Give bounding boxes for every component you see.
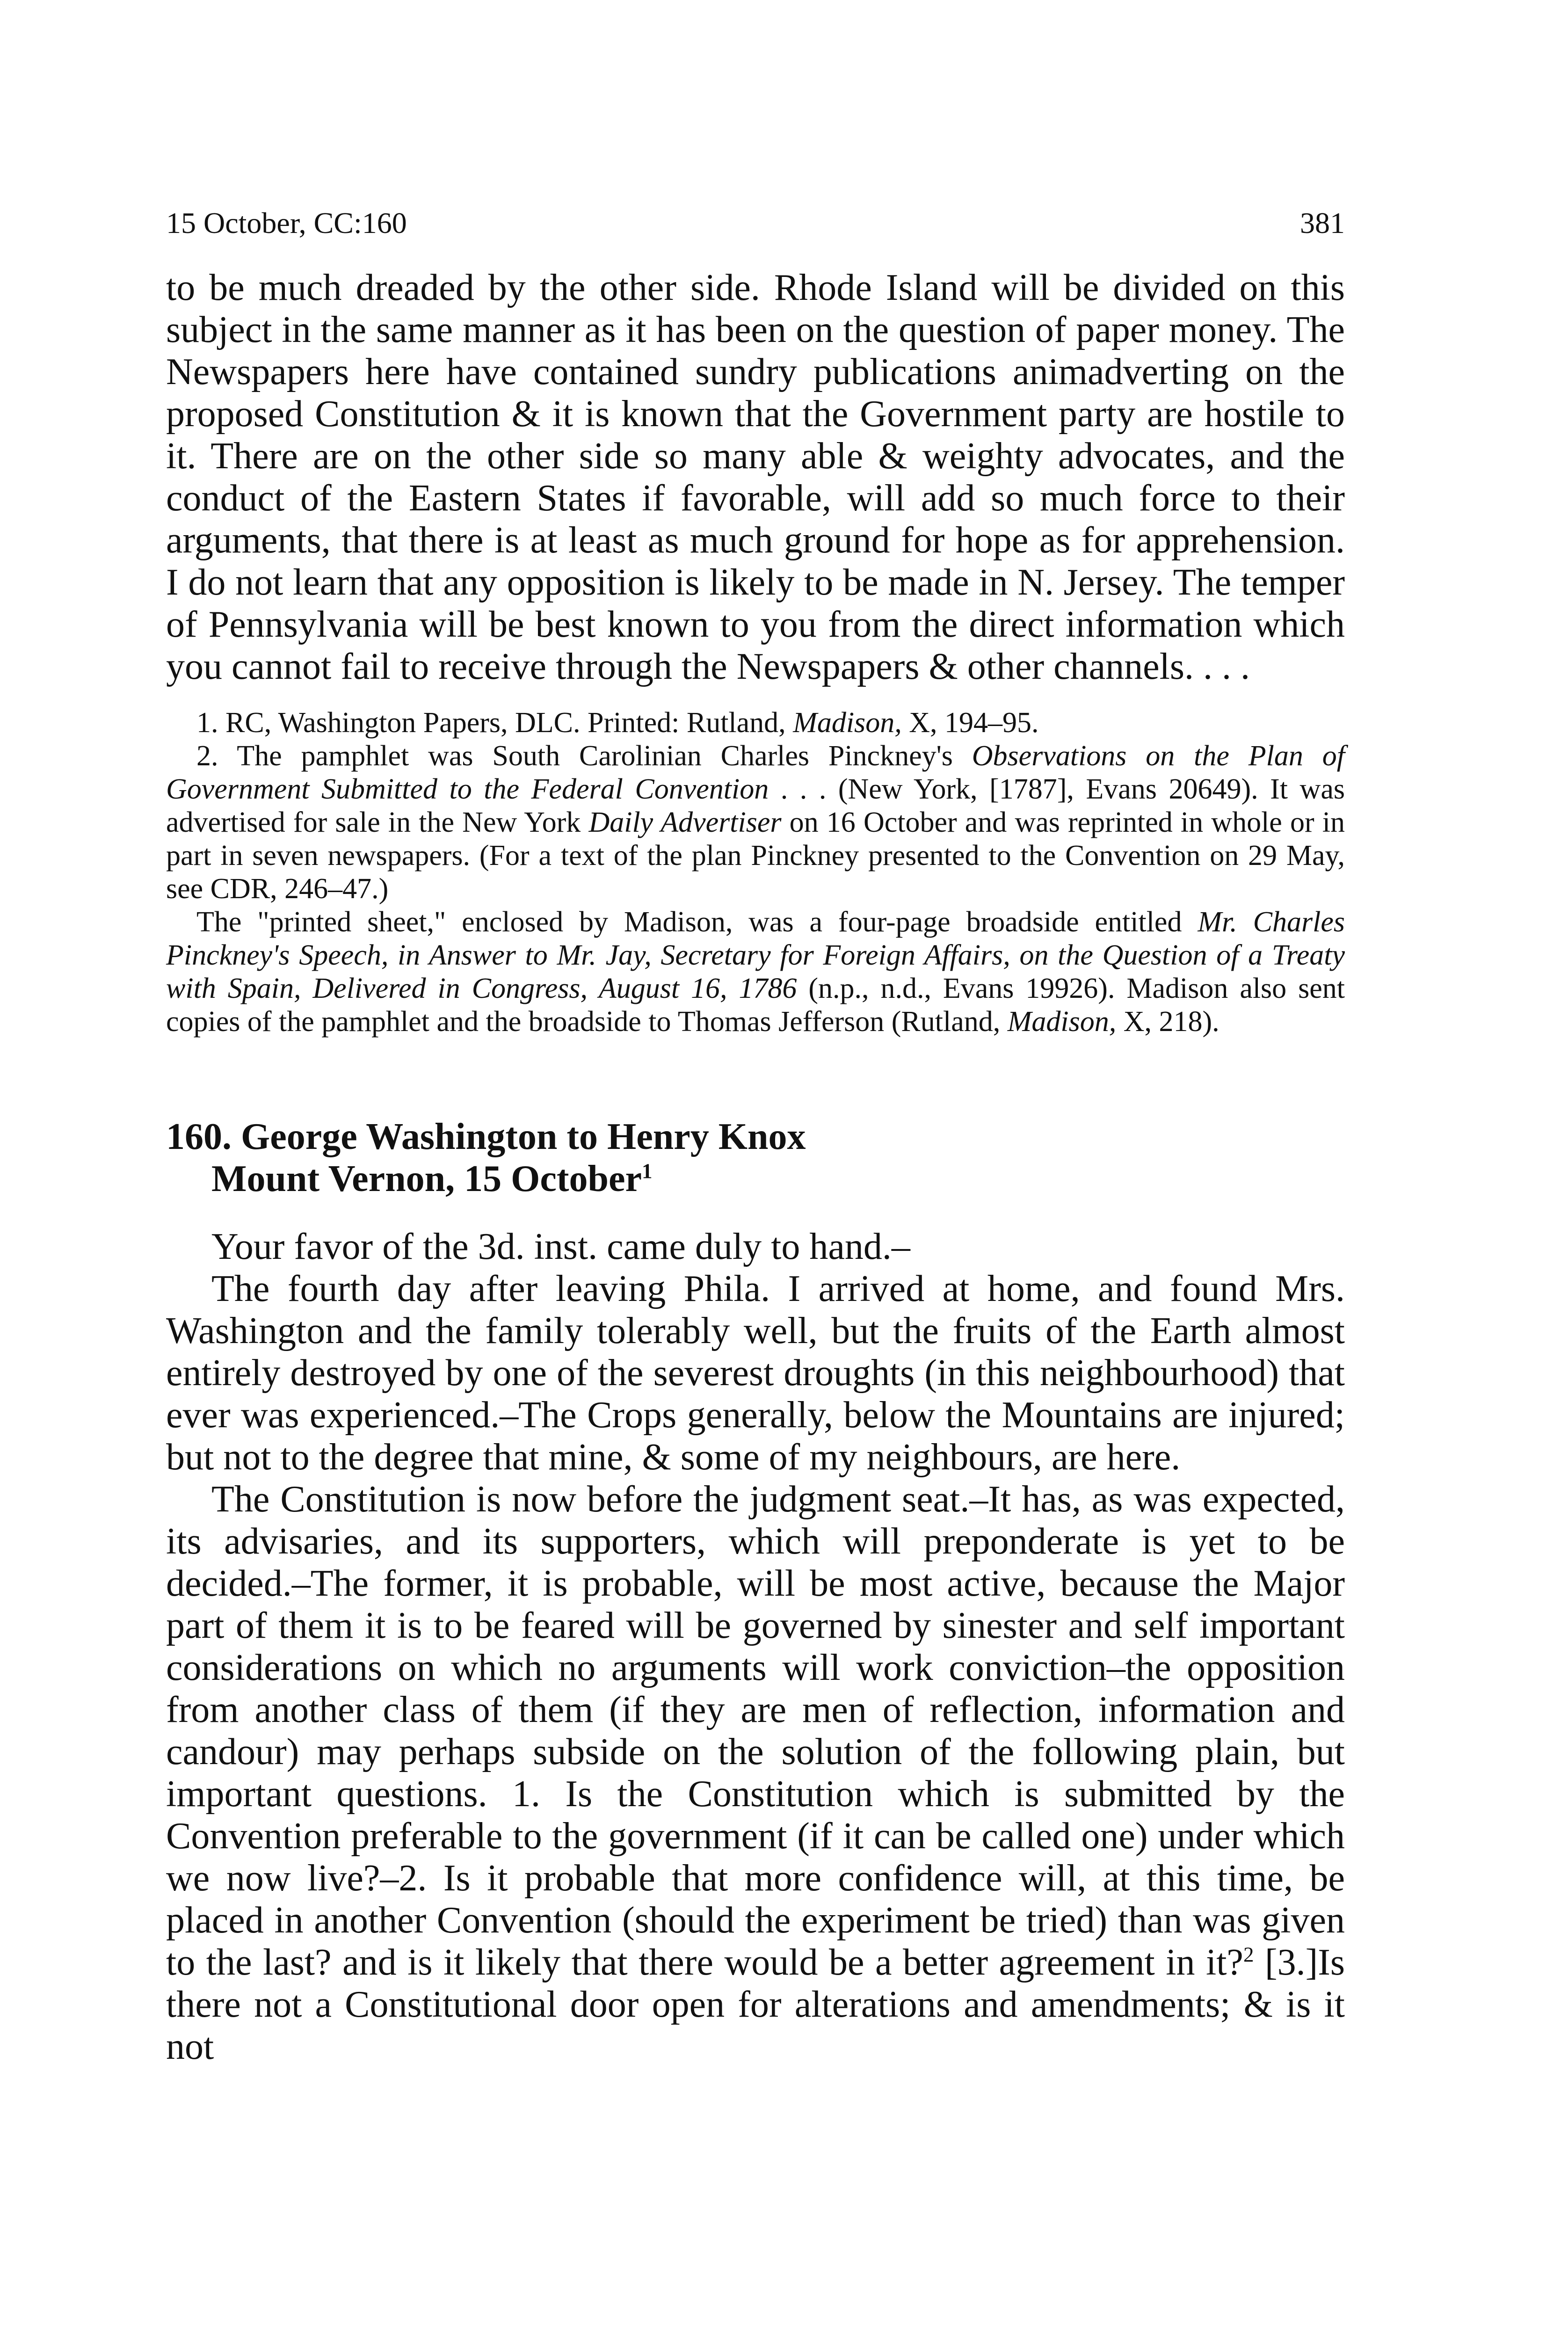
heading-note-reference: 1 bbox=[642, 1159, 653, 1183]
note-2: 2. The pamphlet was South Carolinian Charles Pinckney's Observations on the Plan of Government Submitted to the Federal Convention . . . (New York, [1787], Evans 20649). It was advertised for sale in the New York Daily Advertiser on 16 October and was reprinted in whole or in part in seven newspapers. (For a text of the plan Pinckney presented to the Convention on 29 May, see CDR, 246–47.) bbox=[166, 740, 1345, 905]
running-head-date: 15 October, CC:160 bbox=[166, 206, 407, 240]
page-number: 381 bbox=[1300, 206, 1345, 240]
letter-paragraph-1: Your favor of the 3d. inst. came duly to hand.– bbox=[211, 1226, 910, 1267]
editorial-notes bbox=[166, 706, 1345, 1039]
letter-paragraph-3: The Constitution is now before the judgment seat.–It has, as was expected, its advisaries, and its supporters, which will preponderate is yet to be decided.–The former, it is probable, will be most active, because the Major part of them it is to be feared will be governed by sinester and self important considerations on which no arguments will work conviction–the opposition from another class of them (if they are men of reflection, information and candour) may perhaps subside on the solution of the following plain, but important questions. 1. Is the Constitution which is submitted by the Convention preferable to the government (if it can be called one) under which we now live?–2. Is it probable that more confidence will, at this time, be placed in another Convention (should the experiment be tried) than was given to the last? and is it likely that there would be a better agreement in it?$^2$ [3.]Is there not a Constitutional door open for alterations and amendments; & is it not bbox=[166, 1479, 1345, 2067]
letter-body bbox=[166, 1226, 1345, 2068]
document-page bbox=[166, 206, 1345, 2068]
document-place-date: Mount Vernon, 15 October$^1$ bbox=[211, 1158, 653, 1199]
document-title: 160. George Washington to Henry Knox bbox=[166, 1116, 806, 1157]
document-heading bbox=[166, 1116, 1345, 1200]
note-2-continued: The "printed sheet," enclosed by Madison, was a four-page broadside entitled Mr. Charles Pinckney's Speech, in Answer to Mr. Jay, Secretary for Foreign Affairs, on the Question of a Treaty with Spain, Delivered in Congress, August 16, 1786 (n.p., n.d., Evans 19926). Madison also sent copies of the pamphlet and the broadside to Thomas Jefferson (Rutland, Madison, X, 218). bbox=[166, 906, 1345, 1038]
note-reference-2: 2 bbox=[1243, 1943, 1254, 1967]
note-1: 1. RC, Washington Papers, DLC. Printed: Rutland, Madison, X, 194–95. bbox=[196, 707, 1039, 739]
letter-paragraph-2: The fourth day after leaving Phila. I arrived at home, and found Mrs. Washington and the family tolerably well, but the fruits of the Earth almost entirely destroyed by one of the severest droughts (in this neighbourhood) that ever was experienced.–The Crops generally, below the Mountains are injured; but not to the degree that mine, & some of my neighbours, are here. bbox=[166, 1268, 1345, 1478]
running-head bbox=[166, 206, 1345, 267]
continuation-paragraph: to be much dreaded by the other side. Rhode Island will be divided on this subject in the same manner as it has been on the question of paper money. The Newspapers here have contained sundry publications animadverting on the proposed Constitution & it is known that the Government party are hostile to it. There are on the other side so many able & weighty advocates, and the conduct of the Eastern States if favorable, will add so much force to their arguments, that there is at least as much ground for hope as for apprehension. I do not learn that any opposition is likely to be made in N. Jersey. The temper of Pennsylvania will be best known to you from the direct information which you cannot fail to receive through the Newspapers & other channels. . . . bbox=[166, 267, 1345, 687]
